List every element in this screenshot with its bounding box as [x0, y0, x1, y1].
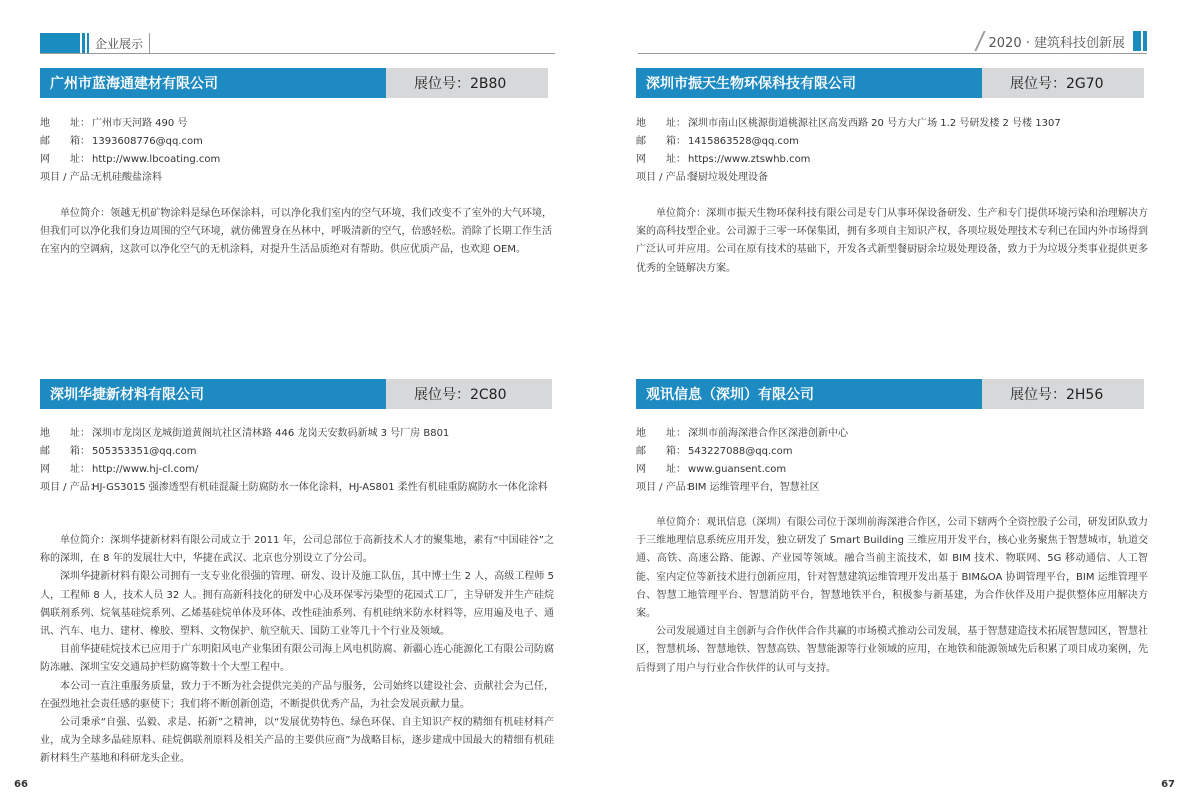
- section-header: [40, 33, 150, 53]
- email-row: [636, 133, 1146, 151]
- intro-paragraph: 深圳华捷新材料有限公司拥有一支专业化很强的管理、研发、设计及施工队伍，其中博士生 2 人，高级工程师 5 人，工程师 8 人，技术人员 32 人。拥有高新科技化的研发中心及环保零污染型的花园式工厂，主导研发并生产硅烷偶联剂系列、烷氧基硅烷系列、乙烯基硅烷单体及环体、改性硅油系列、有机硅纳米防水材料等，应用遍及电子、通讯、汽车、电力、建材、橡胶、塑料、文物保护、航空航天、国防工业等几十个行业及领域。: [40, 571, 554, 638]
- company-name: 观讯信息（深圳）有限公司: [636, 379, 982, 409]
- company-intro: [40, 205, 552, 260]
- info-value: HJ-GS3015 强渗透型有机硅混凝土防腐防水一体化涂料，HJ-AS801 柔性有机硅重防腐防水一体化涂料: [92, 482, 548, 493]
- info-value: 深圳市南山区桃源街道桃源社区高发西路 20 号方大广场 1.2 号研发楼 2 号楼 1307: [688, 118, 1061, 129]
- company-intro: [636, 514, 1148, 678]
- intro-paragraph: 单位简介：深圳华捷新材料有限公司成立于 2011 年，公司总部位于高新技术人才的聚集地，素有“中国硅谷”之称的深圳，在 8 年的发展壮大中，华捷在武汉、北京也分别设立了分公司。: [40, 535, 554, 565]
- product-row: [40, 479, 554, 497]
- company-info: [40, 425, 554, 497]
- header-rule: [638, 53, 1147, 54]
- company-band: [636, 379, 1144, 409]
- header-rule: [40, 53, 555, 54]
- info-value: 深圳市龙岗区龙城街道黄阁坑社区清林路 446 龙岗天安数码新城 3 号厂房 B801: [92, 428, 450, 439]
- info-value: BIM 运维管理平台，智慧社区: [688, 482, 820, 493]
- info-label: 项目 / 产品：: [40, 172, 100, 183]
- info-value: www.guansent.com: [688, 464, 787, 475]
- info-label: 地 址：: [40, 118, 90, 129]
- info-label: 项目 / 产品：: [636, 482, 696, 493]
- company-name: 深圳市振天生物环保科技有限公司: [636, 68, 982, 98]
- info-label: 网 址：: [636, 154, 686, 165]
- info-value: 505353351@qq.com: [92, 446, 197, 457]
- header-slash: [974, 31, 985, 51]
- company-info: [636, 115, 1146, 187]
- page-number: 67: [1161, 779, 1175, 790]
- company-name: 广州市蓝海通建材有限公司: [40, 68, 386, 98]
- info-value: 深圳市前海深港合作区深港创新中心: [688, 428, 848, 439]
- intro-paragraph: 本公司一直注重服务质量，致力于不断为社会提供完美的产品与服务，公司始终以建设社会、贡献社会为己任，在强烈地社会责任感的驱使下；我们将不断创新创造，不断提供优秀产品，为社会发展贡献力量。: [40, 680, 554, 710]
- website-row: [40, 151, 550, 169]
- company-info: [636, 425, 1146, 497]
- exhibition-title: 2020 · 建筑科技创新展: [988, 35, 1125, 51]
- info-label: 地 址：: [636, 428, 686, 439]
- section-title: 企业展示: [95, 36, 144, 51]
- info-value: http://www.hj-cl.com/: [92, 464, 199, 475]
- info-label: 项目 / 产品：: [636, 172, 696, 183]
- address-row: [636, 115, 1146, 133]
- left-page: [0, 0, 593, 806]
- info-value: http://www.lbcoating.com: [92, 154, 221, 165]
- booth-number: 展位号：2H56: [982, 379, 1144, 409]
- product-row: [636, 479, 1146, 497]
- email-row: [636, 443, 1146, 461]
- address-row: [636, 425, 1146, 443]
- product-row: [636, 169, 1146, 187]
- section-header: [979, 31, 1147, 51]
- info-label: 地 址：: [40, 428, 90, 439]
- company-intro: [636, 205, 1148, 278]
- info-label: 邮 箱：: [40, 446, 90, 457]
- right-page: [593, 0, 1187, 806]
- info-value: 1415863528@qq.com: [688, 136, 799, 147]
- intro-paragraph: 目前华捷硅烷技术已应用于广东明阳风电产业集团有限公司海上风电机防腐、新疆心连心能源化工有限公司防腐防冻融、深圳宝安交通局护栏防腐等数十个大型工程中。: [40, 644, 554, 674]
- company-band: [40, 379, 552, 409]
- company-band: [40, 68, 548, 98]
- booth-number: 展位号：2C80: [386, 379, 552, 409]
- address-row: [40, 425, 554, 443]
- email-row: [40, 443, 554, 461]
- header-accent-stripe: [1143, 31, 1147, 51]
- intro-paragraph: 单位简介：深圳市振天生物环保科技有限公司是专门从事环保设备研发、生产和专门提供环境污染和治理解决方案的高科技型企业。公司源于三零一环保集团，拥有多项自主知识产权，各项垃圾处理技术专利已在国内外市场得到广泛认可并应用。公司在原有技术的基础下，开发各式新型餐厨厨余垃圾处理设备，致力于为垃圾分类事业提供更多优秀的全链解决方案。: [636, 208, 1148, 274]
- info-value: 543227088@qq.com: [688, 446, 793, 457]
- company-band: [636, 68, 1144, 98]
- website-row: [636, 151, 1146, 169]
- intro-paragraph: 公司发展通过自主创新与合作伙伴合作共赢的市场模式推动公司发展，基于智慧建造技术拓展智慧园区，智慧社区，智慧机场、智慧地铁、智慧高铁、智慧能源等行业领域的应用，在地铁和能源领域先后积累了项目成功案例，先后得到了用户与行业合作伙伴的认可与支持。: [636, 626, 1148, 674]
- info-value: 1393608776@qq.com: [92, 136, 203, 147]
- header-divider: [149, 33, 150, 53]
- page-number: 66: [14, 779, 28, 790]
- intro-paragraph: 单位简介：领越无机矿物涂料是绿色环保涂料，可以净化我们室内的空气环境，我们改变不了室外的大气环境，但我们可以净化我们身边周围的空气环境，就仿佛置身在丛林中，呼吸清新的空气，倍感轻松。消除了长期工作生活在室内的空调病，这款可以净化空气的无机涂料，对提升生活品质绝对有帮助。供应优质产品，也欢迎 OEM。: [40, 208, 552, 256]
- booth-number: 展位号：2G70: [982, 68, 1144, 98]
- info-value: https://www.ztswhb.com: [688, 154, 811, 165]
- info-value: 广州市天河路 490 号: [92, 118, 188, 129]
- header-accent-stripe: [87, 33, 89, 53]
- info-label: 地 址：: [636, 118, 686, 129]
- address-row: [40, 115, 550, 133]
- booth-number: 展位号：2B80: [386, 68, 548, 98]
- info-label: 网 址：: [40, 154, 90, 165]
- info-label: 邮 箱：: [40, 136, 90, 147]
- info-label: 网 址：: [636, 464, 686, 475]
- intro-paragraph: 单位简介：观讯信息（深圳）有限公司位于深圳前海深港合作区，公司下辖两个全资控股子公司，研发团队致力于三维地理信息系统应用开发，独立研发了 Smart Building 三维应用开发平台，核心业务聚焦于智慧城市，轨道交通、高铁、高速公路、能源、产业园等领域。融合当前主流技术，如 BIM 技术、物联网、5G 移动通信、人工智能、室内定位等新技术进行创新应用，针对智慧建筑运维管理开发出基于 BIM&OA 协调管理平台，BIM 运维管理平台、智慧工地管理平台、智慧消防平台，智慧地铁平台，积极参与新基建，为合作伙伴及用户提供整体应用解决方案。: [636, 517, 1148, 620]
- info-label: 网 址：: [40, 464, 90, 475]
- info-label: 邮 箱：: [636, 136, 686, 147]
- company-info: [40, 115, 550, 187]
- info-value: 餐厨垃圾处理设备: [688, 172, 768, 183]
- company-name: 深圳华捷新材料有限公司: [40, 379, 386, 409]
- header-accent-bar: [40, 33, 80, 53]
- header-accent-stripe: [82, 33, 85, 53]
- company-intro: [40, 532, 554, 769]
- intro-paragraph: 公司秉承“自强、弘毅、求是、拓新”之精神，以“发展优势特色、绿色环保、自主知识产权的精细有机硅材料产业，成为全球多晶硅原料、硅烷偶联剂原料及相关产品的主要供应商”为战略目标，逐步建成中国最大的精细有机硅新材料生产基地和科研龙头企业。: [40, 717, 554, 765]
- header-accent-bar: [1133, 31, 1141, 51]
- product-row: [40, 169, 550, 187]
- website-row: [636, 461, 1146, 479]
- info-value: 无机硅酸盐涂料: [92, 172, 162, 183]
- info-label: 项目 / 产品：: [40, 482, 100, 493]
- website-row: [40, 461, 554, 479]
- email-row: [40, 133, 550, 151]
- info-label: 邮 箱：: [636, 446, 686, 457]
